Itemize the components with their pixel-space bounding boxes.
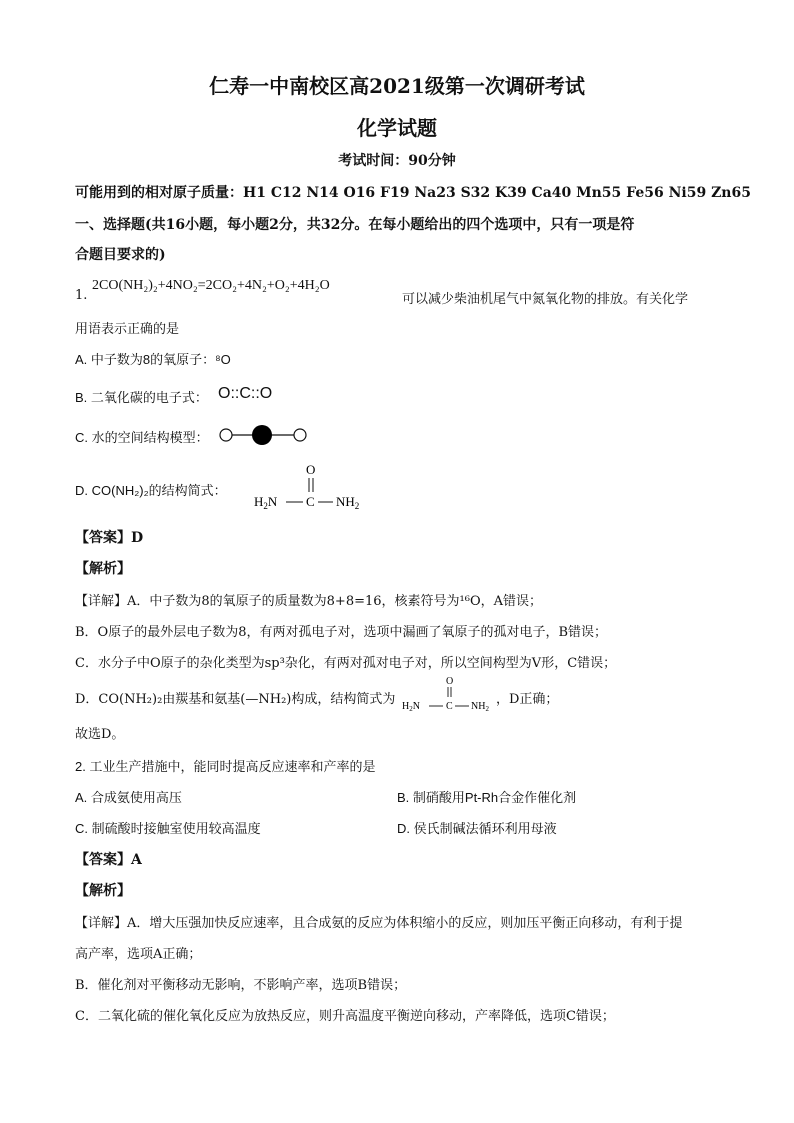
q2-detail-2: B．催化剂对平衡移动无影响，不影响产率，选项B错误； — [75, 978, 407, 993]
svg-text:O: O — [446, 676, 454, 687]
q2-option-d: D. 侯氏制碱法循环利用母液 — [397, 821, 557, 836]
q2-detail-1: 【详解】A．增大压强加快反应速率，且合成氨的反应为体积缩小的反应，则加压平衡正向移动，有利于提 — [75, 916, 683, 931]
q1-detail-3: C．水分子中O原子的杂化类型为sp³杂化，有两对孤对电子对，所以空间构型为V形，C错误； — [75, 656, 617, 671]
q2-analysis-label: 【解析】 — [75, 883, 131, 899]
q1-stem-rest: 可以减少柴油机尾气中氮氧化物的排放。有关化学 — [402, 291, 689, 306]
q1-option-a: A. 中子数为8的氧原子：⁸O — [75, 352, 231, 367]
exam-time: 考试时间：90分钟 — [338, 153, 456, 169]
q1-equation: 2CO(NH₂)₂+4NO₂=2CO₂+4N₂+O₂+4H₂O — [92, 278, 330, 293]
q1-detail-4-prefix: D．CO(NH₂)₂由羰基和氨基(—NH₂)构成，结构简式为 — [75, 692, 396, 707]
urea-structure-image — [250, 458, 370, 514]
atomic-masses: 可能用到的相对原子质量：H1 C12 N14 O16 F19 Na23 S32 K39 Ca40 Mn55 Fe56 Ni59 Zn65 — [75, 185, 751, 201]
q1-detail-4-suffix: ，D正确； — [496, 692, 559, 707]
q1-number: 1. — [75, 288, 88, 303]
q2-stem: 2. 工业生产措施中，能同时提高反应速率和产率的是 — [75, 759, 376, 774]
q1-option-c-label: C. 水的空间结构模型： — [75, 430, 209, 445]
q2-option-a: A. 合成氨使用高压 — [75, 790, 182, 805]
exam-subtitle: 化学试题 — [357, 116, 437, 140]
water-model-image — [218, 422, 310, 448]
svg-text:O: O — [306, 462, 316, 477]
svg-text:H2N: $H_2N$ — [254, 494, 278, 511]
svg-text:C: C — [306, 494, 315, 509]
co2-electron-formula: O::C::O — [218, 385, 273, 402]
section-heading-line1: 一、选择题(共16小题，每小题2分，共32分。在每小题给出的四个选项中，只有一项是符 — [75, 217, 635, 233]
svg-text:NH2: $NH_2$ — [471, 701, 489, 713]
section-heading-line2: 合题目要求的) — [75, 247, 166, 263]
q1-answer: 【答案】D — [75, 530, 144, 546]
q2-option-b: B. 制硝酸用Pt-Rh合金作催化剂 — [397, 790, 577, 805]
svg-text:H2N: $H_2N$ — [402, 701, 420, 713]
q1-stem-line2: 用语表示正确的是 — [75, 321, 180, 336]
svg-text:C: C — [446, 701, 453, 712]
q2-answer: 【答案】A — [75, 852, 142, 868]
q2-option-c: C. 制硫酸时接触室使用较高温度 — [75, 821, 261, 836]
q1-conclusion: 故选D。 — [75, 727, 125, 742]
q2-detail-1b: 高产率，选项A正确； — [75, 947, 202, 962]
exam-title: 仁寿一中南校区高2021级第一次调研考试 — [209, 74, 585, 98]
q2-detail-3: C．二氧化硫的催化氧化反应为放热反应，则升高温度平衡逆向移动，产率降低，选项C错误； — [75, 1009, 615, 1024]
urea-structure-small-image — [400, 672, 500, 716]
q1-detail-1: 【详解】A．中子数为8的氧原子的质量数为8+8=16，核素符号为¹⁶O，A错误； — [75, 594, 542, 609]
q1-detail-2: B．O原子的最外层电子数为8，有两对孤电子对，选项中漏画了氧原子的孤对电子，B错误； — [75, 625, 608, 640]
q1-analysis-label: 【解析】 — [75, 561, 131, 577]
svg-text:NH2: $NH_2$ — [336, 494, 360, 511]
q1-option-d-label: D. CO(NH₂)₂的结构简式： — [75, 483, 227, 498]
q1-option-b-label: B. 二氧化碳的电子式： — [75, 390, 208, 405]
